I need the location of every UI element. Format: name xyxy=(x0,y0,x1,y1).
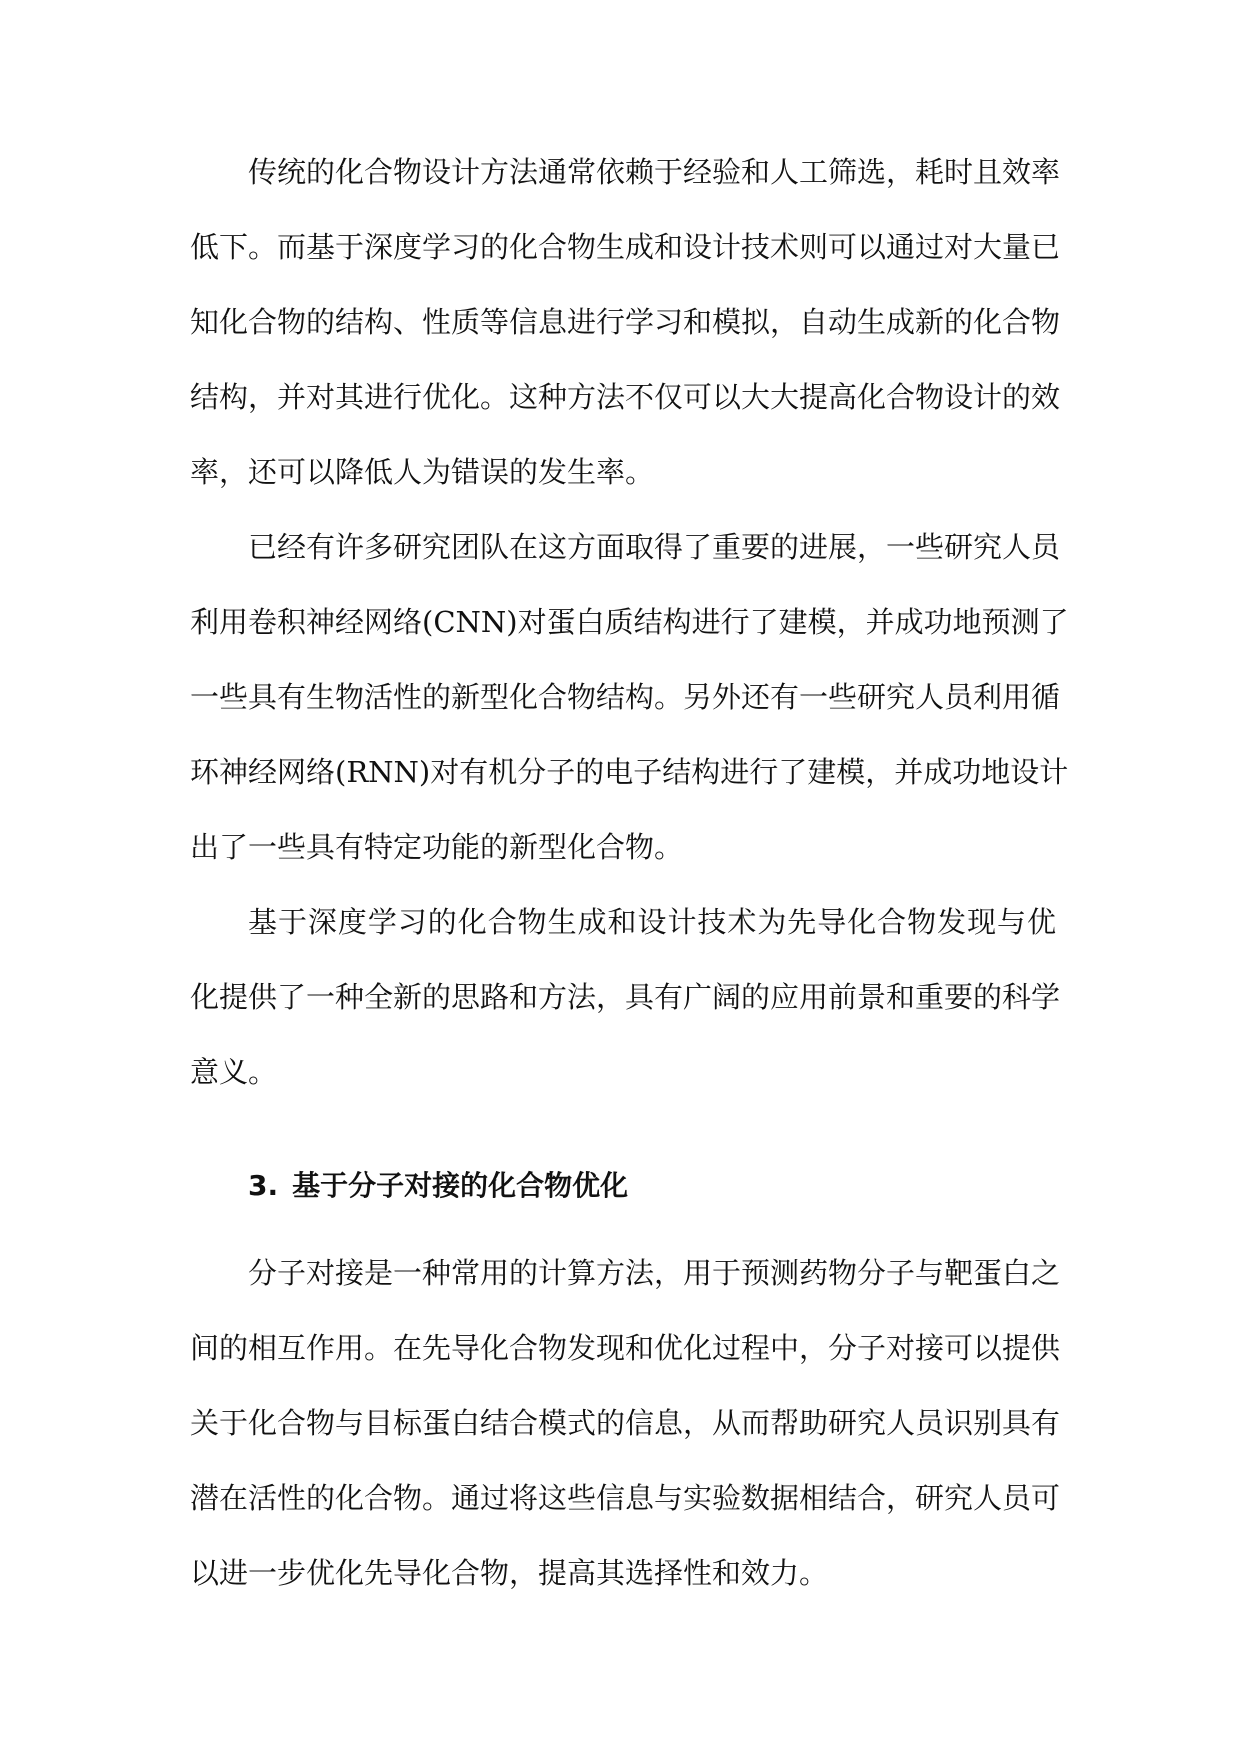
section-title: 基于分子对接的化合物优化 xyxy=(292,1169,629,1202)
paragraph-line: 已经有许多研究团队在这方面取得了重要的进展，一些研究人员 xyxy=(248,530,1061,564)
paragraph-line: 一些具有生物活性的新型化合物结构。另外还有一些研究人员利用循 xyxy=(190,680,1061,714)
paragraph-line: 关于化合物与目标蛋白结合模式的信息，从而帮助研究人员识别具有 xyxy=(190,1406,1061,1440)
section-number: 3. xyxy=(248,1169,279,1202)
paragraph-traditional-design xyxy=(190,135,1061,510)
paragraph-line: 潜在活性的化合物。通过将这些信息与实验数据相结合，研究人员可 xyxy=(190,1481,1061,1515)
paragraph-line: 化提供了一种全新的思路和方法，具有广阔的应用前景和重要的科学 xyxy=(190,980,1061,1014)
paragraph-line: 率，还可以降低人为错误的发生率。 xyxy=(190,455,655,489)
paragraph-line: 传统的化合物设计方法通常依赖于经验和人工筛选，耗时且效率 xyxy=(248,155,1061,189)
section-heading xyxy=(248,1156,628,1216)
paragraph-line: 以进一步优化先导化合物，提高其选择性和效力。 xyxy=(190,1556,829,1590)
paragraph-research-progress xyxy=(190,510,1069,885)
paragraph-line: 结构，并对其进行优化。这种方法不仅可以大大提高化合物设计的效 xyxy=(190,380,1061,414)
paragraph-line: 基于深度学习的化合物生成和设计技术为先导化合物发现与优 xyxy=(248,905,1056,939)
paragraph-molecular-docking xyxy=(190,1236,1061,1611)
paragraph-line: 知化合物的结构、性质等信息进行学习和模拟，自动生成新的化合物 xyxy=(190,305,1061,339)
paragraph-line: 意义。 xyxy=(190,1055,278,1089)
paragraph-line: 分子对接是一种常用的计算方法，用于预测药物分子与靶蛋白之 xyxy=(248,1256,1061,1290)
paragraph-significance xyxy=(190,885,1061,1110)
paragraph-line: 低下。而基于深度学习的化合物生成和设计技术则可以通过对大量已 xyxy=(190,230,1061,264)
paragraph-line: 利用卷积神经网络(CNN)对蛋白质结构进行了建模，并成功地预测了 xyxy=(190,605,1069,639)
paragraph-line: 间的相互作用。在先导化合物发现和优化过程中，分子对接可以提供 xyxy=(190,1331,1061,1365)
paragraph-line: 出了一些具有特定功能的新型化合物。 xyxy=(190,830,684,864)
paragraph-line: 环神经网络(RNN)对有机分子的电子结构进行了建模，并成功地设计 xyxy=(190,755,1069,789)
